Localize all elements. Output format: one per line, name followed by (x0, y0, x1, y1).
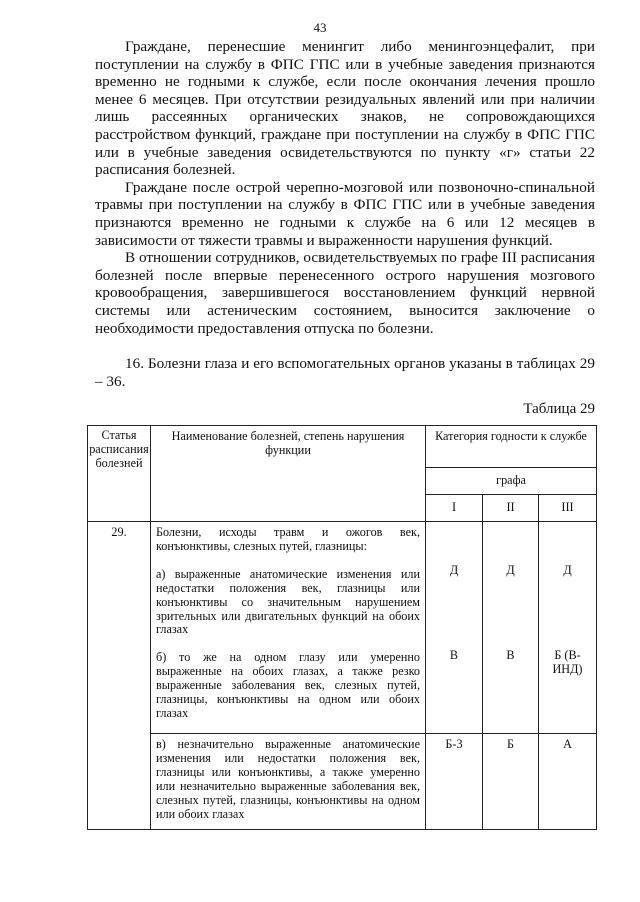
header-grafa: графа (426, 468, 597, 495)
paragraph-trauma: Граждане после острой черепно-мозговой или позвоночно-спинальной травмы при поступлении на службу в ФПС ГПС или в учебные заведения признаются временно не годными к службе на 6 или 12 месяцев в зависимости от тяжести травмы и выраженности нарушения функций. (95, 178, 595, 249)
row-c-text: в) незначительно выраженные анатомические изменения или недостатки положения век, глазницы или конъюнктивы, а также умеренно или незначительно выраженные заболевания век, слезных путей, глазницы, конъюнктивы на одном или обоих глазах (151, 734, 426, 830)
paragraph-meningitis: Граждане, перенесшие менингит либо менингоэнцефалит, при поступлении на службу в ФПС ГПС или в учебные заведения признаются временно не годными к службе, если после окончания лечения прошло менее 6 месяцев. При отсутствии резидуальных явлений или при наличии лишь рассеянных органических знаков, не сопровождающихся расстройством функций, граждане при поступлении на службу в ФПС ГПС или в учебные заведения освидетельствуются по пункту «г» статьи 22 расписания болезней. (95, 38, 595, 179)
page-number: 43 (313, 20, 327, 35)
header-col-3: III (539, 495, 597, 522)
article-intro: Болезни, исходы травм и ожогов век, конъюнктивы, слезных путей, глазницы: (156, 525, 420, 553)
row-b-grafa-1: В (449, 648, 459, 662)
table-caption: Таблица 29 (523, 401, 595, 417)
table-row (88, 734, 597, 830)
row-c-grafa-1: Б-3 (426, 734, 483, 830)
table-29 (87, 425, 597, 830)
grafa-3-cell (539, 522, 597, 734)
header-col-2: II (483, 495, 539, 522)
table-row (88, 522, 597, 734)
row-b-text: б) то же на одном глазу или умеренно выраженные на обоих глазах, а также резко выраженные заболевания век, слезных путей, глазницы, конъюнктивы на одном или обоих глазах (156, 650, 420, 720)
header-disease-name: Наименование болезней, степень нарушения функции (151, 426, 426, 522)
row-a-text: а) выраженные анатомические изменения или недостатки положения век, глазницы или конъюнктивы со значительным нарушением зрительных или двигательных функций на обоих глазах (156, 566, 420, 637)
row-a-grafa-3: Д (563, 563, 572, 577)
header-article: Статья расписания болезней (88, 426, 151, 522)
paragraph-section-16: 16. Болезни глаза и его вспомогательных органов указаны в таблицах 29 – 36. (95, 355, 595, 390)
row-b-grafa-2: В (506, 648, 515, 662)
header-category: Категория годности к службе (426, 426, 597, 468)
grafa-1-cell (426, 522, 483, 734)
row-b-grafa-3: Б (В-ИНД) (552, 648, 583, 676)
paragraph-stroke: В отношении сотрудников, освидетельствуемых по графе III расписания болезней после впервые перенесенного острого нарушения мозгового кровообращения, завершившегося восстановлением функций нервной системы или астеническим состоянием, выносится заключение о необходимости предоставления отпуска по болезни. (95, 249, 595, 337)
disease-cell-ab (151, 522, 426, 734)
header-col-1: I (426, 495, 483, 522)
row-a-grafa-1: Д (449, 563, 459, 577)
grafa-2-cell (483, 522, 539, 734)
row-c-grafa-3: А (539, 734, 597, 830)
article-number: 29. (88, 522, 151, 830)
row-c-grafa-2: Б (483, 734, 539, 830)
row-a-grafa-2: Д (506, 563, 515, 577)
document-body (95, 38, 595, 390)
